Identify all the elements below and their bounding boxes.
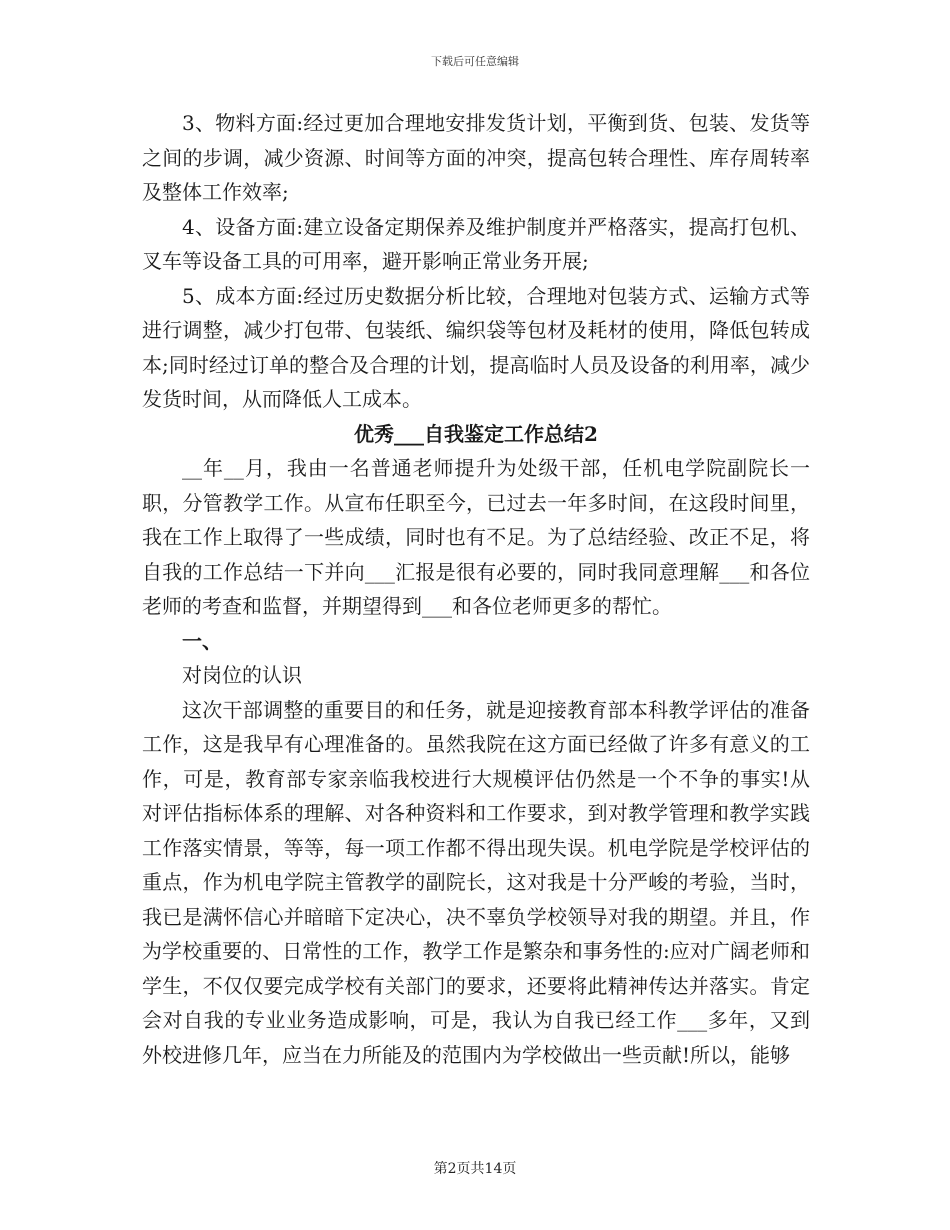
document-body [142, 106, 810, 1072]
paragraph-body: 这次干部调整的重要目的和任务，就是迎接教育部本科教学评估的准备工作，这是我早有心理准备的。虽然我院在这方面已经做了许多有意义的工作，可是，教育部专家亲临我校进行大规模评估仍然是一个不争的事实!从对评估指标体系的理解、对各种资料和工作要求，到对教学管理和教学实践工作落实情景，等等，每一项工作都不得出现失误。机电学院是学校评估的重点，作为机电学院主管教学的副院长，这对我是十分严峻的考验，当时，我已是满怀信心并暗暗下定决心，决不辜负学校领导对我的期望。并且，作为学校重要的、日常性的工作，教学工作是繁杂和事务性的:应对广阔老师和学生，不仅仅要完成学校有关部门的要求，还要将此精神传达并落实。肯定会对自我的专业业务造成影响，可是，我认为自我已经工作___多年，又到外校进修几年，应当在力所能及的范围内为学校做出一些贡献!所以，能够 [142, 697, 810, 1067]
page-footer: 第2页共14页 [433, 1161, 517, 1177]
section-title: 优秀___自我鉴定工作总结2 [354, 421, 598, 446]
paragraph-cost: 5、成本方面:经过历史数据分析比较，合理地对包装方式、运输方式等进行调整，减少打包带、包装纸、编织袋等包材及耗材的使用，降低包转成本;同时经过订单的整合及合理的计划，提高临时人员及设备的利用率，减少发货时间，从而降低人工成本。 [142, 283, 810, 411]
paragraph-equipment: 4、设备方面:建立设备定期保养及维护制度并严格落实，提高打包机、叉车等设备工具的可用率，避开影响正常业务开展; [142, 214, 810, 273]
page-header: 下载后可任意编辑 [431, 55, 519, 68]
subheading-role: 对岗位的认识 [182, 663, 302, 687]
paragraph-intro: __年__月，我由一名普通老师提升为处级干部，任机电学院副院长一职，分管教学工作。从宣布任职至今，已过去一年多时间，在这段时间里，我在工作上取得了一些成绩，同时也有不足。为了总结经验、改正不足，将自我的工作总结一下并向___汇报是很有必要的，同时我同意理解___和各位老师的考查和监督，并期望得到___和各位老师更多的帮忙。 [142, 456, 810, 618]
heading-one: 一、 [182, 628, 222, 653]
paragraph-materials: 3、物料方面:经过更加合理地安排发货计划，平衡到货、包装、发货等之间的步调，减少资源、时间等方面的冲突，提高包转合理性、库存周转率及整体工作效率; [142, 111, 810, 204]
